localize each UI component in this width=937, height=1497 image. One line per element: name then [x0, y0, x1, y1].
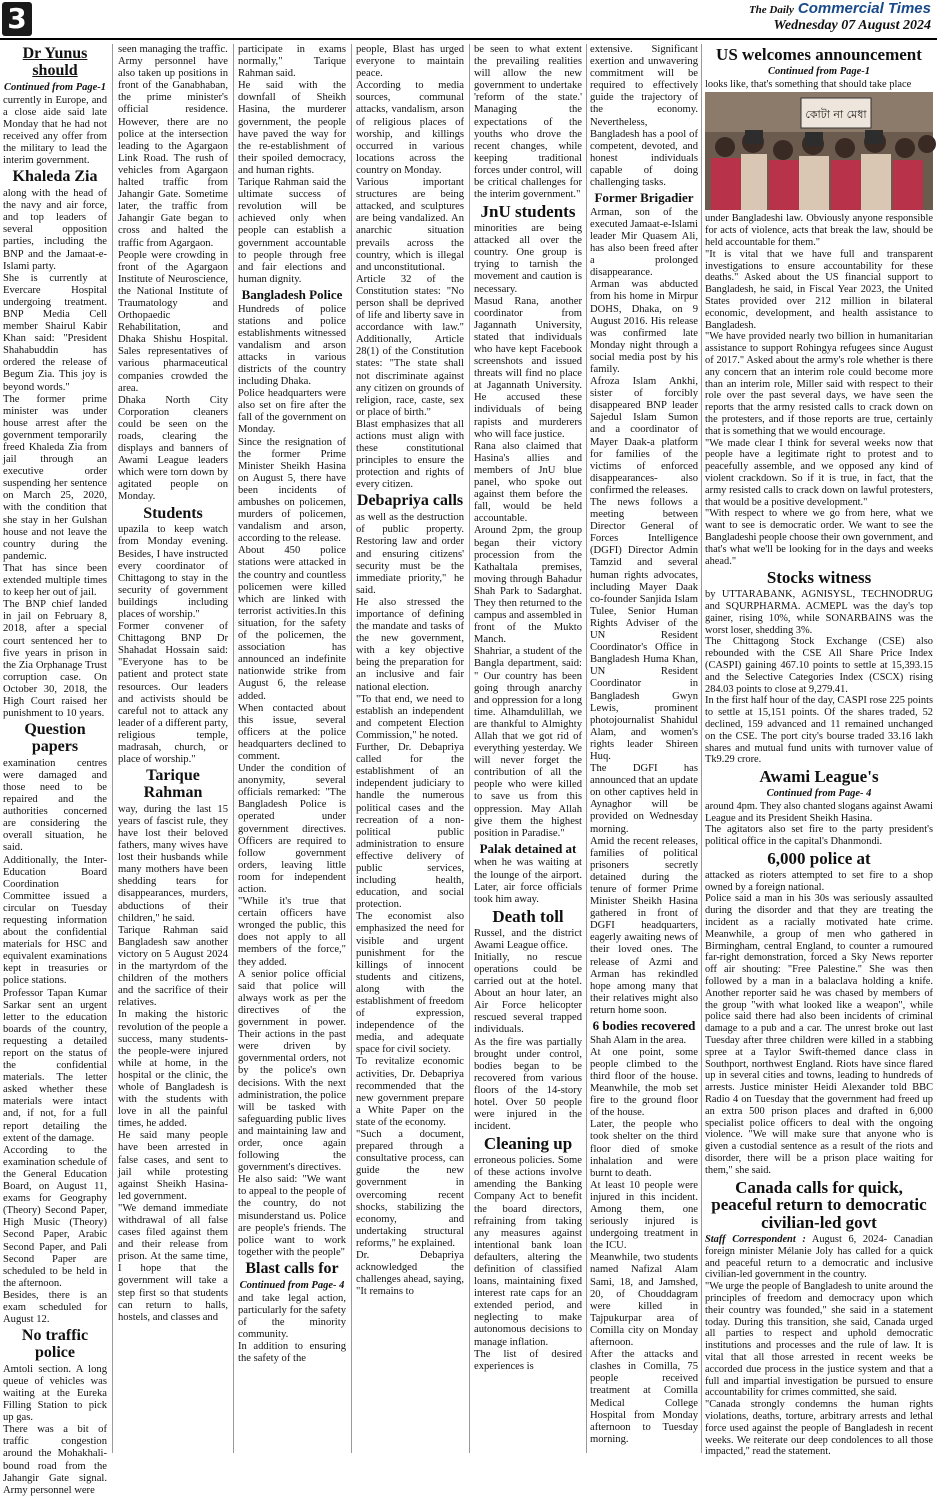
paragraph: Meanwhile, two students named Nafizal Alam Sami, 18, and Jamshed, 20, of Chouddagram were killed in Tajpukurpar area of Comilla city on Monday afternoon.	[590, 1252, 698, 1349]
protest-photo	[705, 92, 933, 210]
column-divider	[469, 44, 470, 1453]
paragraph: "Such a document, prepared through a consultative process, can guide the new government in overcoming recent shocks, stabilizing the economy, and undertaking structural reforms," he explained.	[356, 1129, 464, 1249]
column-3	[238, 44, 346, 1457]
paragraph: The agitators also set fire to the party president's political office in the capital's Dhanmondi.	[705, 824, 933, 848]
paragraph: participate in exams normally," Tarique Rahman said.	[238, 44, 346, 80]
paragraph: Former convener of Chittagong BNP Dr Shahadat Hossain said: "Everyone has to be patient and protect state resources. Our leaders and activists should be careful not to attack any leader of a different party, religious temple, madrasah, church, or place of worship."	[118, 621, 228, 766]
paragraph: Further, Dr. Debapriya called for the establishment of an independent judiciary to handle the numerous political cases and the recreation of a non-political public administration to ensure effective delivery of public services, including health, education, and social protection.	[356, 742, 464, 911]
paragraph: The BNP chief landed in jail on February 8, 2018, after a special court sentenced her to five years in prison in the Zia Orphanage Trust corruption case. On October 30, 2018, the High Court raised her punishment to 10 years.	[3, 599, 107, 720]
paragraph: She is currently at Evercare Hospital undergoing treatment. BNP Media Cell member Shairul Kabir Khan said: "President Shahabuddin has ordered the release of Begum Zia. This joy is beyond words."	[3, 272, 107, 393]
paragraph: examination centres were damaged and those need to be repaired and the authorities concerned are considering the overall situation, he said.	[3, 757, 107, 854]
paragraph: In making the historic revolution of the people a success, many students-the people-were injured while at home, in the hospital or the clinic, the whole of Bangladesh is with the students with love in all the painful times, he added.	[118, 1009, 228, 1130]
headline-tarique: Tarique Rahman	[143, 767, 203, 802]
paragraph: Masud Rana, another coordinator from Jagannath University, stated that individuals who have kept Facebook screenshots and issued threats will find no place at Jagannath University. He accused these individuals of being rapists and murderers who will face justice.	[474, 295, 582, 440]
paragraph: According to media sources, communal attacks, vandalism, arson of religious places of worship, and killings occurred in various locations across the country on Monday.	[356, 80, 464, 176]
paragraph: The Chittagong Stock Exchange (CSE) also rebounded with the CSE All Share Price Index (CASPI) gaining 467.10 points to settle at 15,393.15 and the Selective Categories Index (CSCX) rising 284.03 points to close at 9,279.41.	[705, 636, 933, 695]
paragraph: The list of desired experiences is	[474, 1348, 582, 1372]
headline-cleaning-up: Cleaning up	[483, 1134, 573, 1154]
paragraph: when he was waiting at the lounge of the airport. Later, air force officials took him away.	[474, 857, 582, 905]
headline-us-welcomes: US welcomes announcement	[716, 45, 922, 64]
headline-yunus: Dr Yunus should	[22, 45, 88, 79]
headline-khaleda: Khaleda Zia	[12, 168, 98, 186]
paragraph: "With respect to where we go from here, what we want to see is democratic order. We want to see the Bangladeshi people choose their own government, and that's what we'll be looking for in the days and weeks ahead."	[705, 508, 933, 567]
column-divider	[351, 44, 352, 1453]
paragraph: Additionally, the Inter-Education Board Coordination Committee issued a circular on Tuesday requesting information about the confidential materials for HSC and equivalent examinations kept in treasuries or police stations.	[3, 854, 107, 987]
paragraph: "It is vital that we have full and transparent investigations to ensure accountability for these deaths." Asked about the US financial support to Bangladesh, he said, in Fiscal Year 2023, the United States provided over 212 million in bilateral economic, development, and health assistance to Bangladesh.	[705, 248, 933, 331]
column-divider	[701, 44, 702, 1453]
paragraph: attacked as rioters attempted to set fire to a shop owned by a foreign national.	[705, 869, 933, 893]
paragraph: Besides, there is an exam scheduled for August 12.	[3, 1289, 107, 1326]
continued-note: Continued from Page-1	[767, 65, 871, 77]
paragraph: According to the examination schedule of the General Education Board, on August 11, exams for Geography (Theory) Second Paper, High Music (Theory) Second Paper, Arabic Second Paper, and Pali Second Paper are scheduled to be held in the afternoon.	[3, 1144, 107, 1289]
headline-traffic: No traffic police	[21, 1327, 89, 1361]
paragraph: To revitalize economic activities, Dr. Debapriya recommended that the new government prepare a White Paper on the state of the economy.	[356, 1056, 464, 1128]
paragraph: erroneous policies. Some of these actions involve amending the Banking Company Act to benefit the board directors, refraining from taking any measures against intentional bank loan defaulters, altering the definition of classified loans, maintaining fixed interest rate caps for an extended period, and neglecting to make autonomous decisions to manage inflation.	[474, 1155, 582, 1348]
headline-jnu: JnU students	[480, 202, 576, 222]
paragraph: At one point, some people climbed to the third floor of the house. Meanwhile, the mob set fire to the ground floor of the house.	[590, 1046, 698, 1119]
paragraph: "To that end, we need to establish an independent and competent Election Commission," he noted.	[356, 693, 464, 741]
paragraph: "We have provided nearly two billion in humanitarian assistance to support Rohingya refugees since August of 2017." Asked about the army's role whether is there any concern that an interim role could become more than an interim role, Miller said with respect to their role over the past several days, we have seen the reports that the army resisted calls to crack down on the protesters, and if those reports are true, certainly that is something that we would encourage.	[705, 331, 933, 437]
paragraph: Article 32 of the Constitution states: "No person shall be deprived of life and liberty save in accordance with law." Additionally, Article 28(1) of the Constitution states: "The state shall not discriminate against any citizen on grounds of religion, race, caste, sex or place of birth."	[356, 273, 464, 418]
paragraph: Shah Alam in the area.	[590, 1034, 687, 1046]
paragraph: "We made clear I think for several weeks now that people have a legitimate right to protest and to peacefully assemble, and we opposed any kind of violent crackdown. So if it is true, in fact, that the army resisted calls to crack down on lawful protesters, that would be a positive development."	[705, 437, 933, 508]
paragraph: People were crowding in front of the Agargaon Institute of Neuroscience, the National Institute of Traumatology and Orthopaedic Rehabilitation, and Dhaka Shishu Hospital. Sales representatives of various pharmaceutical companies crowded the area.	[118, 249, 228, 394]
continued-note: Continued from Page-1	[3, 81, 107, 93]
paragraph: Afroza Islam Ankhi, sister of forcibly disappeared BNP leader Sajedul Islam Sumon and a coordinator of Mayer Daak-a platform for families of the victims of enforced disappearances- also confirmed the releases.	[590, 376, 698, 496]
paragraph: The economist also emphasized the need for visible and urgent punishment for the killings of innocent students and citizens, along with the establishment of freedom of expression, independence of the media, and adequate space for civil society.	[356, 911, 464, 1056]
column-divider	[112, 44, 113, 1453]
masthead-rule	[0, 38, 937, 40]
issue-date: Wednesday 07 August 2024	[773, 18, 931, 33]
paragraph: Dhaka North City Corporation cleaners could be seen on the roads, clearing the displays and banners of Awami League leaders which were torn down by agitated people on Monday.	[118, 394, 228, 503]
continued-note: Continued from Page- 4	[239, 1279, 345, 1291]
paragraph: under Bangladeshi law. Obviously anyone responsible for acts of violence, acts that break the law, should be held accountable for them."	[705, 213, 933, 249]
paragraph: Various important structures are being attacked, and sculptures are being vandalized. An anarchic situation prevails across the country, which is illegal and unconstitutional.	[356, 177, 464, 273]
paragraph: "We demand immediate withdrawal of all false cases filed against them and their release from prison. At the same time, I hope that the government will take a step first so that students can return to halls, hostels, and classes and	[118, 1202, 228, 1323]
page-number: 3	[2, 2, 32, 36]
headline-debapriya: Debapriya calls	[356, 492, 464, 510]
headline-brigadier: Former Brigadier	[594, 190, 694, 206]
protest-photo-illustration	[705, 92, 933, 210]
paragraph: Shahriar, a student of the Bangla department, said: " Our country has been going through anarchy and oppression for a long time. Alhamdulillah, we are thankful to Almighty Allah that we got rid of everything yesterday. We will never forget the contribution of all the people who were killed to save us from this oppression. May Allah give them the highest position in Paradise."	[474, 646, 582, 839]
paragraph: Under the condition of anonymity, several officials remarked: "The Bangladesh Police is operated under government directives. Officers are required to follow government orders, leaving little room for independent action.	[238, 763, 346, 896]
paragraph: About 450 police stations were attacked in the country and countless policemen were killed which are linked with terrorist activities.In this situation, for the safety of the policemen, the association has announced an indefinite nationwide strike from August 6, the release added.	[238, 545, 346, 702]
paragraph: Blast emphasizes that all actions must align with these constitutional principles to ensure the protection and rights of every citizen.	[356, 418, 464, 491]
paragraph: along with the head of the navy and air force, and top leaders of several opposition parties, including the BNP and the Jamaat-e-Islami party.	[3, 188, 107, 272]
paragraph: The DGFI has announced that an update on other captives held in Aynaghor will be provided on Wednesday morning.	[590, 763, 698, 835]
paragraph: around 4pm. They also chanted slogans against Awami League and its President Sheikh Hasina.	[705, 800, 933, 824]
paragraph: Amtoli section. A long queue of vehicles was waiting at the Eureka Filling Station to pick up gas.	[3, 1363, 107, 1424]
paragraph: Tarique Rahman said Bangladesh saw another victory on 5 August 2024 in the martyrdom of the children of the mothers and the sacrifice of their relatives.	[118, 924, 228, 1009]
paragraph: minorities are being attacked all over the country. One group is trying to tarnish the movement and caution is necessary.	[474, 223, 582, 295]
paragraph: Hundreds of police stations and police establishments witnessed vandalism and arson attacks in various districts of the country including Dhaka.	[238, 303, 346, 388]
column-6	[590, 44, 698, 1457]
paragraph-text: August 6, 2024- Canadian foreign minister Mélanie Joly has called for a quick and peaceful return to a democratic and inclusive civilian-led government in the country.	[705, 1234, 933, 1281]
paragraph: people, Blast has urged everyone to maintain peace.	[356, 44, 464, 80]
headline-death-toll: Death toll	[492, 906, 564, 926]
paragraph: Since the resignation of the former Prime Minister Sheikh Hasina on August 5, there have been incidents of ambushes on policemen, murders of policemen, vandalism and arson, according to the release.	[238, 436, 346, 545]
paragraph: Russel, and the district Awami League office.	[474, 927, 582, 951]
paragraph: He said many people have been arrested in false cases, and sent to jail while protesting against Sheikh Hasina-led government.	[118, 1130, 228, 1202]
paragraph: He said with the downfall of Sheikh Hasina, the murderer government, the people have paved the way for the re-establishment of their spoiled democracy, and human rights.	[238, 80, 346, 176]
paragraph	[705, 1234, 933, 1281]
headline-blast: Blast calls for	[245, 1259, 339, 1277]
paragraph: A senior police official said that police will always work as per the directives of the government in power. Their actions in the past were driven by governmental orders, not by the police's own decisions. With the next administration, the police will be tasked with safeguarding public lives and maintaining law and order, once again following the government's directives.	[238, 968, 346, 1174]
paragraph: Police said a man in his 30s was seriously assaulted during the disorder and that they are treating the incident as a racially motivated hate crime. Meanwhile, a group of men who gathered in Birmingham, central England, to counter a rumoured far-right demonstration, forced a Sky News reporter off air shouting: "Free Palestine." She was then followed by a man in a balaclava holding a knife. Another reporter said he was chased by members of the group "with what looked like a weapon", while police said there had also been incidents of criminal damage to a pub and a car. The unrest broke out last Tuesday after three children were killed in a stabbing spree at a Taylor Swift-themed dance class in Southport, northwest England. Riots have since flared up in several cities and towns, leading to hundreds of arrests. Justice minister Heidi Alexander told BBC Radio 4 on Tuesday that the government had freed up an extra 500 prison places and drafted in 6,000 specialist police officers to deal with the ongoing violence. "We will make sure that anyone who is given a custodial sentence as a result of the riots and disorder, there will be a prison place waiting for them," she said.	[705, 893, 933, 1176]
paragraph: as well as the destruction of public property. Restoring law and order and ensuring citizens' security must be the immediate priority," he said.	[356, 512, 464, 596]
paragraph: As the fire was partially brought under control, bodies began to be recovered from various floors of the 14-story hotel. Over 50 people were injured in the incident.	[474, 1036, 582, 1133]
masthead	[0, 0, 937, 40]
paragraph: Dr. Debapriya acknowledged the challenges ahead, saying, "It remains to	[356, 1249, 464, 1298]
paragraph: Later, the people who took shelter on the third floor died of smoke inhalation and were burnt to death.	[590, 1119, 698, 1179]
paragraph: After the attacks and clashes in Comilla, 75 people received treatment at Comilla Medical College Hospital from Monday afternoon to Tuesday morning.	[590, 1349, 698, 1445]
column-divider	[586, 44, 587, 1453]
paragraph: looks like, that's something that should take place	[705, 78, 912, 90]
paragraph: Rana also claimed that Hasina's allies and members of JnU blue panel, who spoke out against them before the fall, would be held accountable.	[474, 440, 582, 525]
paragraph: upazila to keep watch from Monday evening. Besides, I have instructed every coordinator of Chittagong to stay in the security of government buildings including places of worship."	[118, 524, 228, 621]
paragraph: That has since been extended multiple times to keep her out of jail.	[3, 562, 107, 599]
paragraph: When contacted about this issue, several officers at the police headquarters declined to comment.	[238, 702, 346, 762]
byline: Staff Correspondent :	[705, 1234, 806, 1246]
headline-bodies-recovered: 6 bodies recovered	[592, 1018, 696, 1034]
continued-note: Continued from Page- 4	[766, 787, 872, 799]
paragraph: Army personnel have also taken up positions in front of the Ganabhaban, the prime minister's official residence. However, there are no police at the intersection leading to the Agargaon Link Road. The rush of vehicles from Agargaon halted traffic from Jahangir Gate. Sometime later, the traffic from Jahangir Gate began to cross and halted the traffic from Agargaon.	[118, 56, 228, 249]
paragraph: Professor Tapan Kumar Sarkar sent an urgent letter to the education boards of the country, requesting a detailed report on the status of the confidential materials. The letter asked whether these materials were intact and, if not, for a full report detailing the extent of the damage.	[3, 987, 107, 1144]
paragraph: He also said: "We want to appeal to the people of the country, do not misunderstand us. Police are people's friends. The police want to work together with the people"	[238, 1174, 346, 1258]
newspaper-brand	[749, 0, 931, 34]
column-divider	[233, 44, 234, 1453]
column-2	[118, 44, 228, 1457]
paragraph: In the first half hour of the day, CASPI rose 225 points to settle at 15,151 points. Of the shares traded, 52 declined, 159 advanced and 11 remained unchanged on the CSE. The port city's bourse traded 33.16 lakh shares and mutual fund units with turnover value of Tk9.29 crore.	[705, 695, 933, 766]
paragraph: At least 10 people were injured in this incident. Among them, one seriously injured is undergoing treatment in the ICU.	[590, 1179, 698, 1252]
paragraph: Amid the recent releases, families of political prisoners secretly detained during the tenure of former Prime Minister Sheikh Hasina gathered in front of DGFI headquarters, eagerly awaiting news of their loved ones. The release of Azmi and Arman has rekindled hope among many that their relatives might also return home soon.	[590, 835, 698, 1016]
paragraph: Around 2pm, the group began their victory procession from the Kathaltala premises, moving through Bahadur Shah Park to Sadarghat. They then returned to the campus and assembled in front of the Mukto Manch.	[474, 525, 582, 646]
paragraph: "Canada strongly condemns the human rights violations, deaths, torture, arbitrary arrests and lethal force used against the people of Bangladesh in recent weeks. We reiterate our deep condolences to all those impacted," read the statement.	[705, 1399, 933, 1458]
paragraph: by UTTARABANK, AGNISYSL, TECHNODRUG and SQURPHARMA. ACMEPL was the day's top gainer, rising 10%, while SONARBAINS was the worst loser, shedding 3%.	[705, 589, 933, 636]
column-1	[3, 44, 107, 1496]
headline-question-papers: Question papers	[24, 721, 86, 755]
column-5	[474, 44, 582, 1457]
brand-name: Commercial Times	[797, 0, 931, 17]
headline-awami-league: Awami League's	[759, 767, 879, 787]
paragraph: currently in Europe, and a close aide said late Monday that he had not received any offer from the military to lead the interim government.	[3, 94, 107, 167]
brand-prefix: The Daily	[748, 4, 794, 16]
paragraph: Arman, son of the executed Jamaat-e-Islami leader Mir Quasem Ali, has also been freed after a prolonged disappearance.	[590, 206, 698, 279]
paragraph: The news follows a meeting between Director General of Forces Intelligence (DGFI) Director Admin Tamzid and several human rights advocates, including Mayer Daak co-founder Sanjida Islam Tulee, Senior Human Rights Adviser of the UN Resident Coordinator's Office in Bangladesh Huma Khan, UN Resident Coordinator in Bangladesh Gwyn Lewis, prominent photojournalist Shahidul Alam, and women's rights leader Shireen Huq.	[590, 497, 698, 762]
headline-6000-police: 6,000 police at	[767, 848, 871, 868]
headline-palak: Palak detained at	[479, 840, 577, 856]
paragraph: "While it's true that certain officers have wronged the public, this does not apply to all members of the force," they added.	[238, 896, 346, 968]
column-4	[356, 44, 464, 1457]
paragraph: "We urge the people of Bangladesh to unite around the principles of freedom and democracy upon which their country was founded," she said in a statement today. During this transition, she said, Canada urged all parties to respect and uphold democratic institutions and processes and the rule of law. It is vital that all those arrested in recent weeks be accorded due process in the justice system and that a full and impartial investigation be pursued to ensure accountability for crimes committed, she said.	[705, 1281, 933, 1399]
headline-stocks: Stocks witness	[766, 568, 872, 588]
paragraph: seen managing the traffic.	[118, 44, 228, 55]
paragraph: and take legal action, particularly for the safety of the minority community.	[238, 1292, 346, 1341]
paragraph: extensive. Significant exertion and unwavering commitment will be required to effectively guide the trajectory of the economy. Nevertheless, Bangladesh has a pool of competent, devoted, and honest individuals capable of doing challenging tasks.	[590, 44, 698, 189]
paragraph: He also stressed the importance of defining the mandate and tasks of the new government, with a key objective being the preparation for an inclusive and fair national election.	[356, 596, 464, 693]
column-7	[705, 44, 933, 1457]
protest-sign-text: কোটা না মেধা	[805, 108, 867, 122]
paragraph: In addition to ensuring the safety of the	[238, 1341, 346, 1365]
paragraph: Police headquarters were also set on fire after the fall of the government on Monday.	[238, 388, 346, 436]
paragraph: way, during the last 15 years of fascist rule, they have lost their beloved fathers, many wives have lost their husbands while many mothers have been shedding tears for disappearances, murders, abductions of their children," he said.	[118, 803, 228, 924]
paragraph: Tarique Rahman said the ultimate success of revolution will be achieved only when people can establish a government accountable to people through free and fair elections and human dignity.	[238, 177, 346, 285]
headline-canada: Canada calls for quick, peaceful return to democratic civilian-led govt	[711, 1177, 927, 1233]
headline-police: Bangladesh Police	[241, 286, 343, 302]
paragraph: Arman was abducted from his home in Mirpur DOHS, Dhaka, on 9 August 2016. His release was confirmed late Monday night through a social media post by his family.	[590, 279, 698, 375]
headline-students: Students	[143, 504, 203, 522]
paragraph: be seen to what extent the prevailing realities will allow the new government to undertake 'reform of the state.' Managing the expectations of the youths who drove the recent changes, while keeping traditional forces under control, will be critical challenges for the interim government."	[474, 44, 582, 201]
paragraph: Initially, no rescue operations could be carried out at the hotel. About an hour later, an Air Force helicopter rescued several trapped individuals.	[474, 951, 582, 1036]
paragraph: The former prime minister was under house arrest after the government temporarily freed Khaleda Zia from jail through an executive order suspending her sentence on March 25, 2020, with the condition that she stay in her Gulshan house and not leave the country during the pandemic.	[3, 393, 107, 562]
paragraph: There was a bit of traffic congestion around the Mohakhali-bound road from the Jahangir Gate signal. Army personnel were	[3, 1424, 107, 1496]
